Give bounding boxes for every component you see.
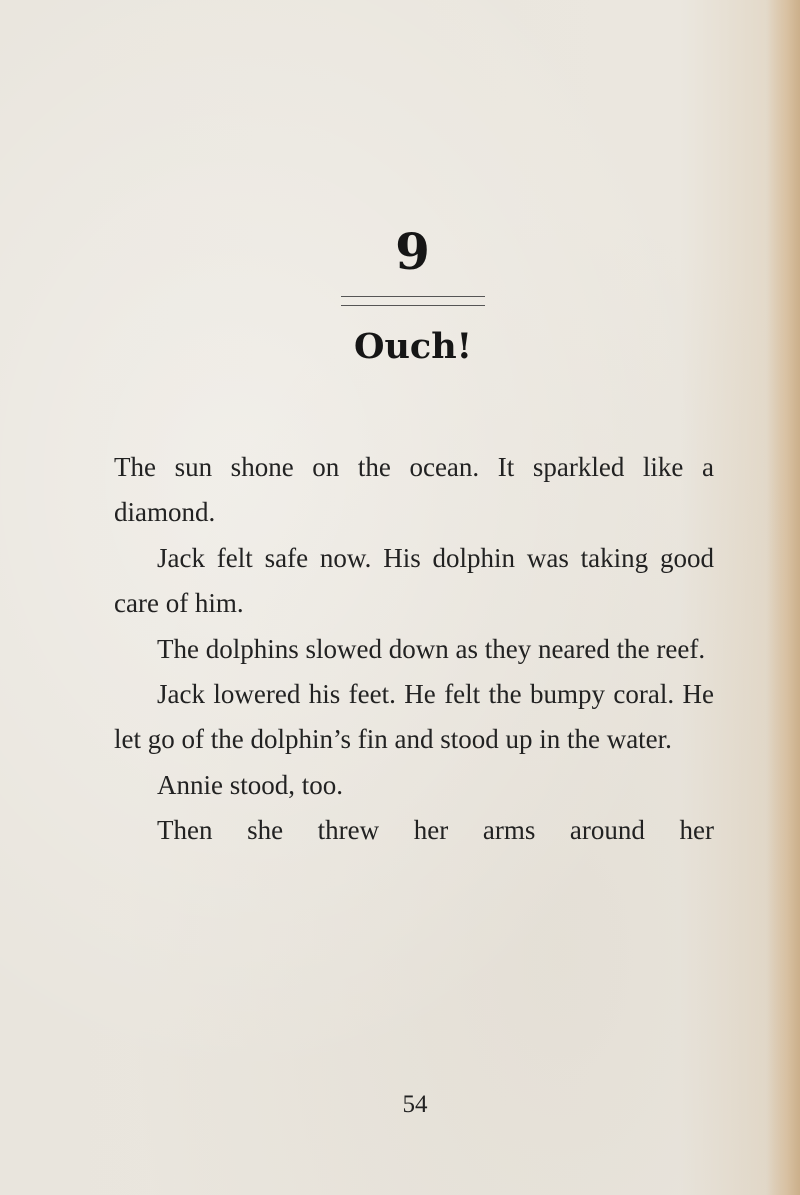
paragraph: The sun shone on the ocean. It sparkled like a diamond. — [114, 452, 714, 528]
paragraph: Annie stood, too. — [157, 769, 343, 800]
paragraph: Then she threw her arms around her — [157, 815, 714, 846]
paragraph: The dolphins slowed down as they neared the reef. — [157, 633, 706, 664]
page-number: 54 — [402, 1091, 428, 1118]
chapter-divider-top — [341, 296, 485, 297]
page-spine-shadow — [766, 0, 800, 1195]
paragraph: Jack lowered his feet. He felt the bumpy coral. He let go of the dolphin’s fin and stood up in the water. — [114, 679, 714, 755]
chapter-number: 9 — [395, 222, 430, 281]
chapter-divider-bottom — [341, 305, 485, 306]
chapter-title: Ouch! — [353, 326, 473, 367]
paragraph: Jack felt safe now. His dolphin was taking good care of him. — [114, 542, 714, 619]
chapter-body — [114, 445, 714, 854]
